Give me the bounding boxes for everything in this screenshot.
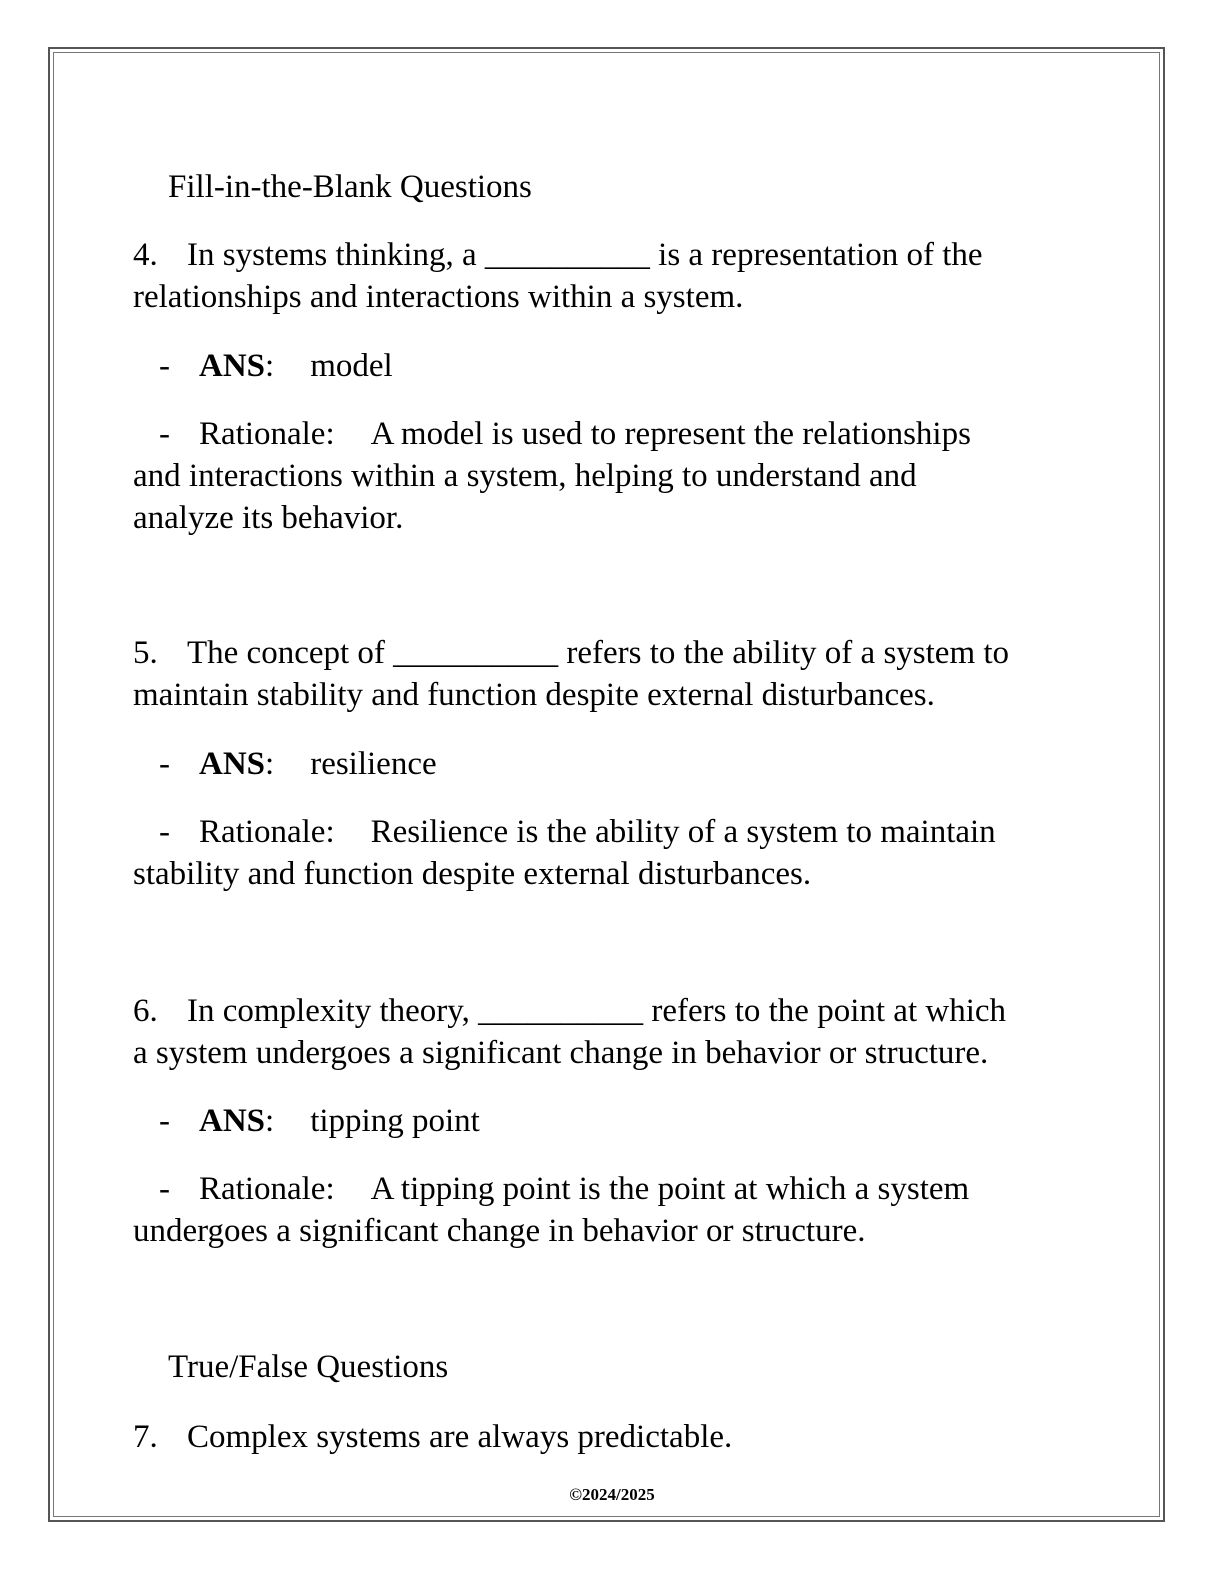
answer-label: ANS	[199, 1103, 266, 1139]
answer-label: ANS	[199, 348, 266, 384]
bullet-dash: -	[159, 348, 170, 384]
answer-value: tipping point	[310, 1103, 480, 1139]
question-7	[133, 1416, 1093, 1458]
rationale-4	[133, 413, 1093, 539]
question-number: 6.	[133, 993, 158, 1029]
rationale-text: A model is used to represent the relationships	[370, 416, 971, 452]
rationale-text: A tipping point is the point at which a system	[370, 1171, 970, 1207]
question-5-line-2: maintain stability and function despite external disturbances.	[133, 677, 935, 713]
rationale-6-line-1	[133, 1168, 1093, 1210]
rationale-label: Rationale:	[199, 1171, 335, 1207]
question-4-line-1	[133, 234, 1093, 276]
rationale-6-line-2: undergoes a significant change in behavior or structure.	[133, 1213, 866, 1249]
question-number: 4.	[133, 237, 158, 273]
answer-5	[133, 743, 1093, 785]
question-number: 7.	[133, 1419, 158, 1455]
answer-colon: :	[265, 746, 275, 782]
answer-colon: :	[265, 348, 275, 384]
question-4	[133, 234, 1093, 318]
section-heading-fill-in-blank: Fill-in-the-Blank Questions	[168, 169, 532, 205]
answer-label: ANS	[199, 746, 266, 782]
answer-value: model	[310, 348, 393, 384]
bullet-dash: -	[159, 746, 170, 782]
copyright-footer: ©2024/2025	[569, 1485, 655, 1504]
answer-6	[133, 1100, 1093, 1142]
answer-value: resilience	[310, 746, 437, 782]
rationale-5	[133, 811, 1093, 895]
question-text: Complex systems are always predictable.	[187, 1419, 733, 1455]
question-5-line-1	[133, 632, 1093, 674]
rationale-4-line-1	[133, 413, 1093, 455]
question-text: In systems thinking, a __________ is a representation of the	[187, 237, 983, 273]
rationale-text: Resilience is the ability of a system to maintain	[370, 814, 996, 850]
bullet-dash: -	[159, 814, 170, 850]
question-6	[133, 990, 1093, 1074]
question-5	[133, 632, 1093, 716]
rationale-6	[133, 1168, 1093, 1252]
section-heading-true-false: True/False Questions	[168, 1349, 449, 1385]
answer-4	[133, 345, 1093, 387]
rationale-label: Rationale:	[199, 416, 335, 452]
question-7-line-1	[133, 1416, 1093, 1458]
question-text: In complexity theory, __________ refers to the point at which	[187, 993, 1007, 1029]
question-text: The concept of __________ refers to the ability of a system to	[187, 635, 1010, 671]
question-4-line-2: relationships and interactions within a system.	[133, 279, 744, 315]
bullet-dash: -	[159, 1103, 170, 1139]
question-number: 5.	[133, 635, 158, 671]
rationale-4-line-2: and interactions within a system, helping to understand and	[133, 458, 917, 494]
answer-colon: :	[265, 1103, 275, 1139]
question-6-line-1	[133, 990, 1093, 1032]
bullet-dash: -	[159, 1171, 170, 1207]
question-6-line-2: a system undergoes a significant change in behavior or structure.	[133, 1035, 989, 1071]
bullet-dash: -	[159, 416, 170, 452]
rationale-5-line-1	[133, 811, 1093, 853]
rationale-5-line-2: stability and function despite external disturbances.	[133, 856, 812, 892]
rationale-4-line-3: analyze its behavior.	[133, 500, 404, 536]
rationale-label: Rationale:	[199, 814, 335, 850]
